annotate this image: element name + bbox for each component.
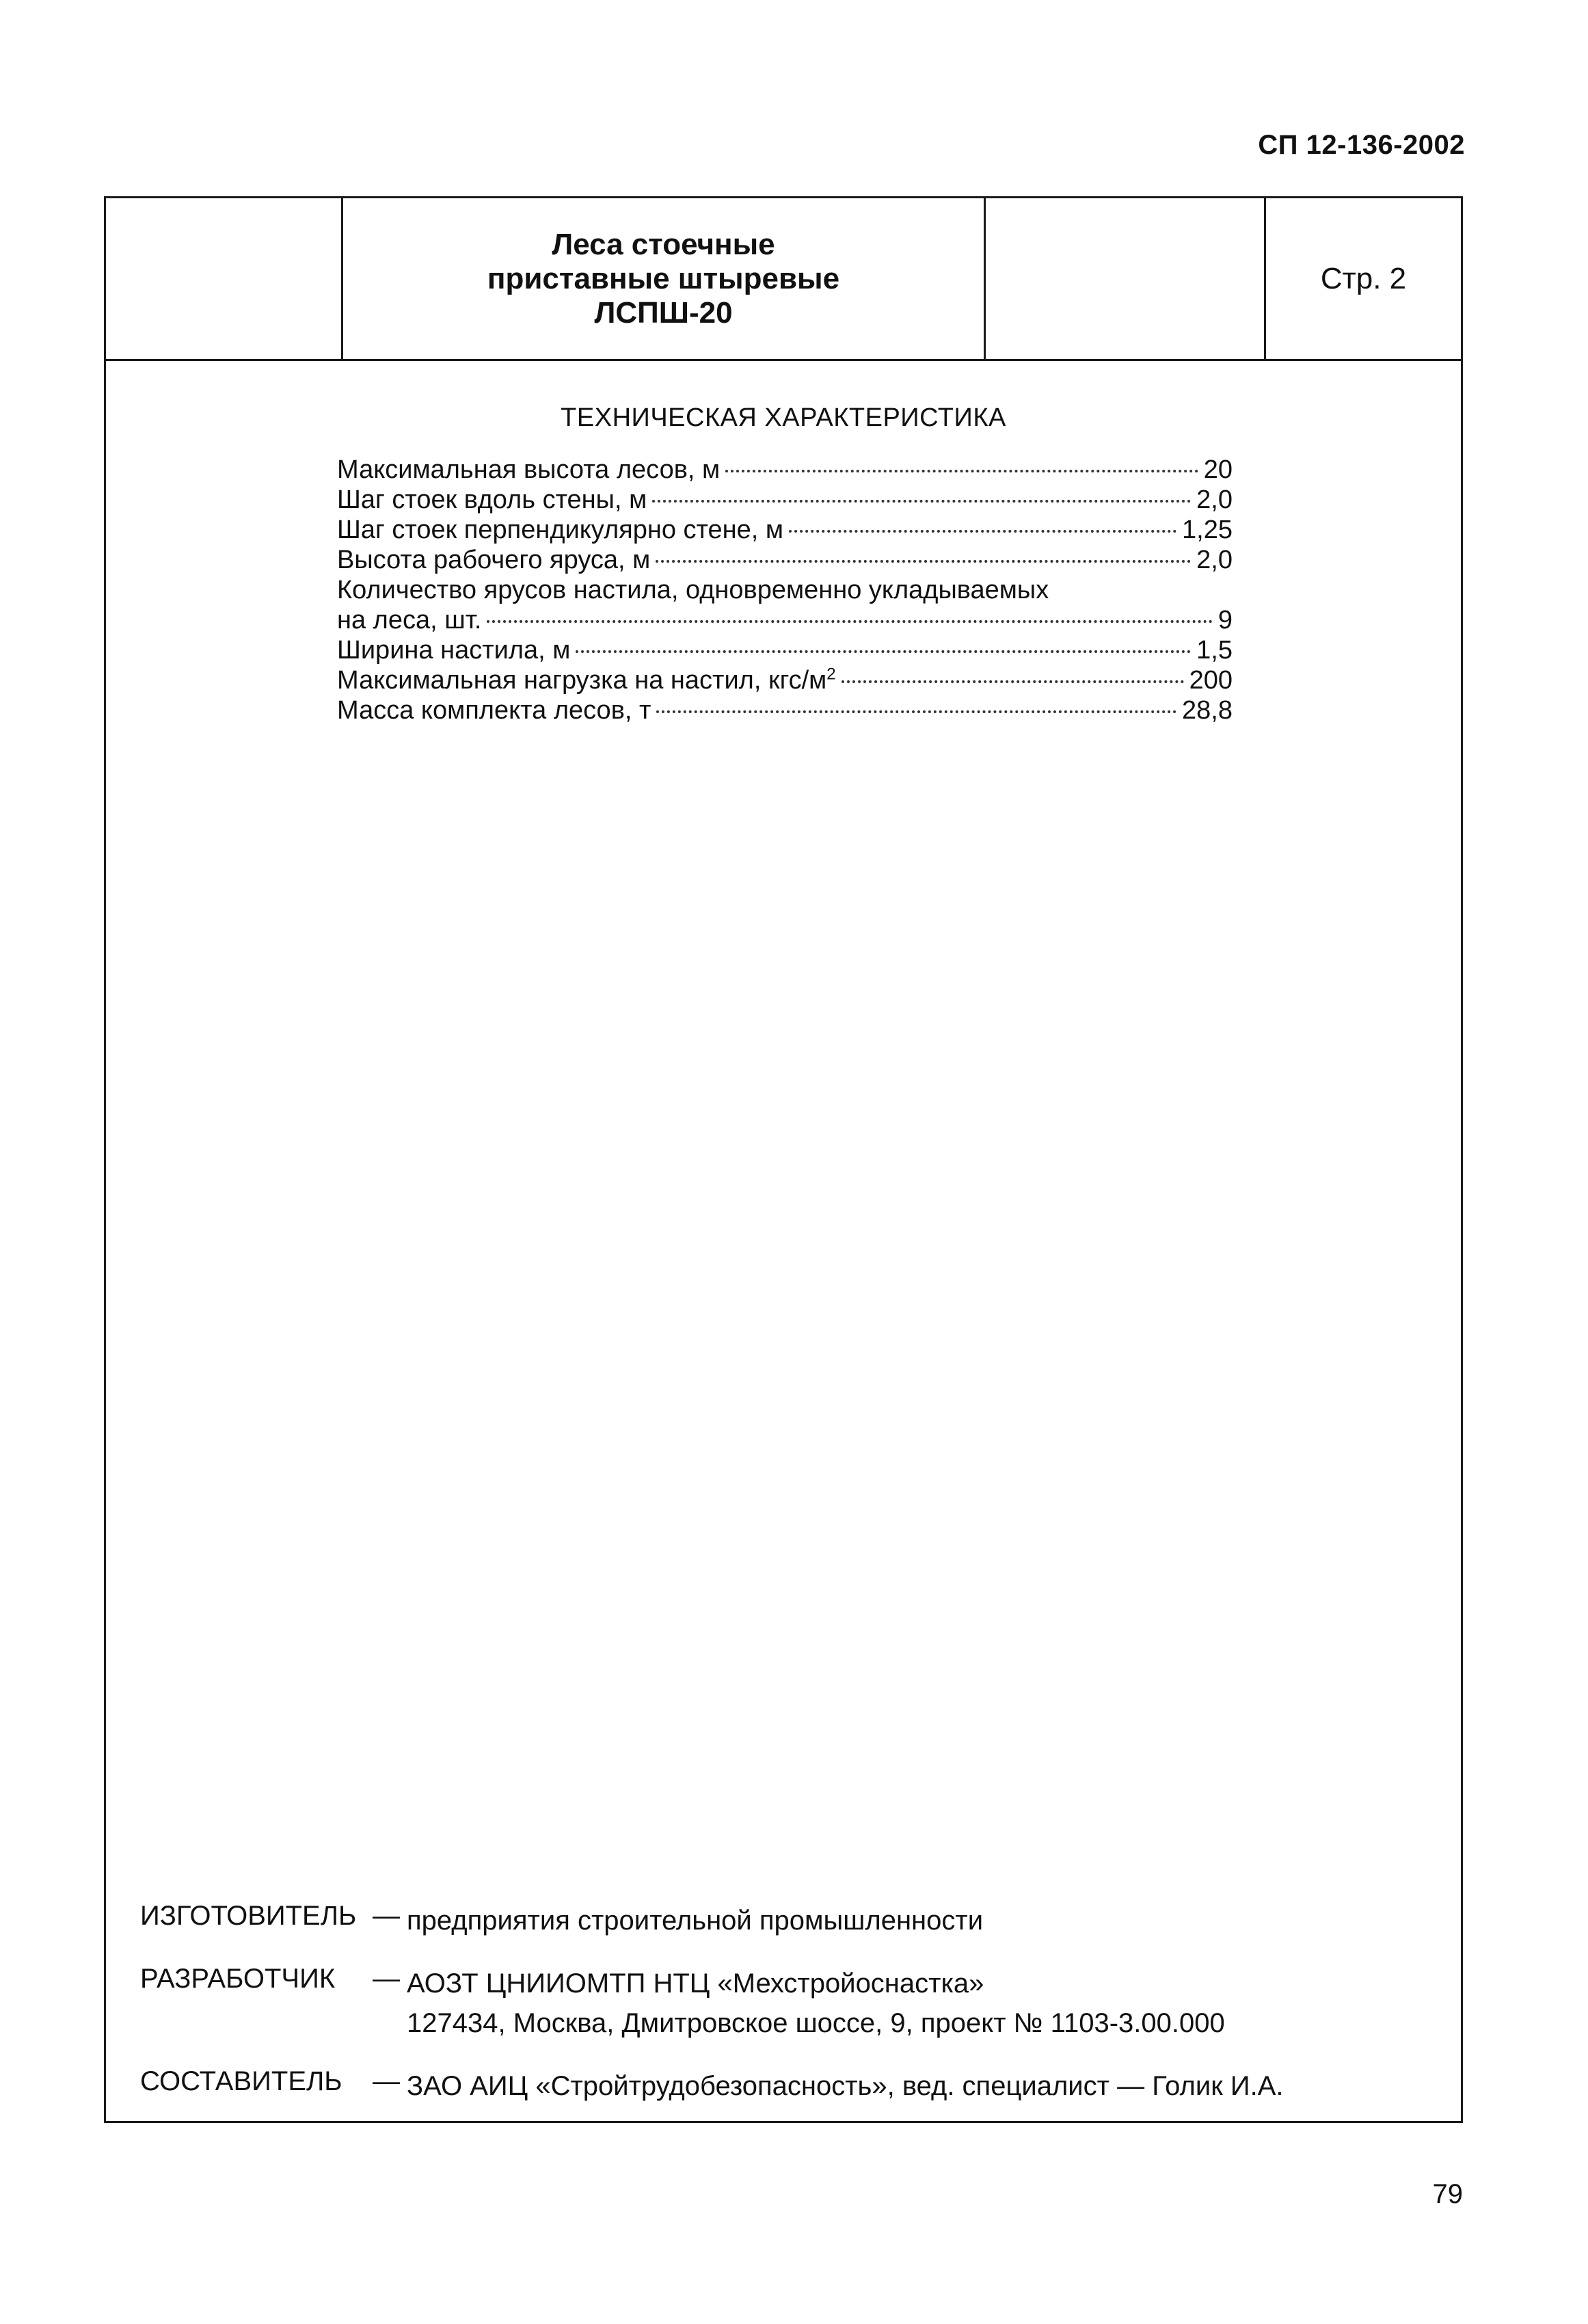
title-line-1: Леса стоечные [552,227,775,261]
credit-text-line: АОЗТ ЦНИИОМТП НТЦ «Мехстройоснастка» [407,1968,984,1999]
credit-label: РАЗРАБОТЧИК [140,1964,336,1994]
credit-text [407,1964,1439,2043]
title-line-3: ЛСПШ-20 [594,295,733,330]
credit-label: СОСТАВИТЕЛЬ [140,2066,342,2096]
dot-leader [487,620,1212,623]
dot-leader [725,470,1198,472]
page-number: 79 [1432,2179,1463,2209]
spec-row [337,665,1233,695]
spec-label: Шаг стоек вдоль стены, м [337,485,647,514]
credit-compiler [140,2066,1439,2106]
spec-label: на леса, шт. [337,606,482,635]
spec-label: Масса комплекта лесов, т [337,696,651,725]
document-code: СП 12-136-2002 [1258,130,1465,160]
spec-row [337,545,1233,575]
credit-dash: — [373,2066,400,2096]
credit-text [407,1901,1439,1940]
dot-leader [652,500,1191,503]
dot-leader [656,560,1191,563]
credit-manufacturer [140,1901,1439,1940]
credit-developer [140,1964,1439,2043]
spec-row [337,695,1233,725]
spec-row [337,485,1233,515]
credit-dash: — [373,1901,400,1931]
page-label: Стр. 2 [1320,261,1407,295]
section-heading: ТЕХНИЧЕСКАЯ ХАРАКТЕРИСТИКА [561,403,1006,432]
spec-row [337,455,1233,485]
superscript: 2 [826,665,836,684]
spec-value: 1,25 [1182,516,1233,544]
spec-value: 2,0 [1196,485,1233,514]
spec-value: 20 [1203,455,1233,484]
spec-label [337,665,836,695]
spec-label-line-1: Количество ярусов настила, одновременно укладываемых [337,576,1049,604]
title-block-empty-cell-right [986,198,1266,359]
credit-dash: — [373,1964,400,1994]
title-block-empty-cell-left [106,198,343,359]
spec-row [337,635,1233,665]
credits-section [140,1901,1439,2129]
page-label-cell [1266,198,1461,359]
spec-value: 200 [1189,666,1233,695]
dot-leader [576,650,1191,653]
credit-text-line: ЗАО АИЦ «Стройтрудобезопасность», вед. специалист — Голик И.А. [407,2071,1284,2101]
spec-label: Максимальная высота лесов, м [337,455,721,484]
spec-list [337,455,1233,725]
spec-value: 1,5 [1196,636,1233,665]
credit-text-line: 127434, Москва, Дмитровское шоссе, 9, проект № 1103-3.00.000 [407,2008,1225,2038]
credit-text-line: предприятия строительной промышленности [407,1906,984,1936]
document-frame [104,196,1463,2123]
dot-leader [656,710,1176,713]
title-line-2: приставные штыревые [487,261,840,295]
credit-text [407,2066,1439,2106]
spec-row [337,515,1233,545]
spec-label: Высота рабочего яруса, м [337,546,651,574]
title-cell [343,198,986,359]
dot-leader [842,680,1184,683]
spec-row [337,605,1233,635]
spec-value: 28,8 [1182,696,1233,725]
spec-label: Ширина настила, м [337,636,571,665]
dot-leader [789,530,1176,533]
spec-label: Шаг стоек перпендикулярно стене, м [337,516,783,544]
title-block [106,198,1461,361]
spec-value: 2,0 [1196,546,1233,574]
credit-label: ИЗГОТОВИТЕЛЬ [140,1901,357,1931]
spec-value: 9 [1217,606,1233,635]
spec-label-text: Максимальная нагрузка на настил, кгс/м [337,666,827,695]
